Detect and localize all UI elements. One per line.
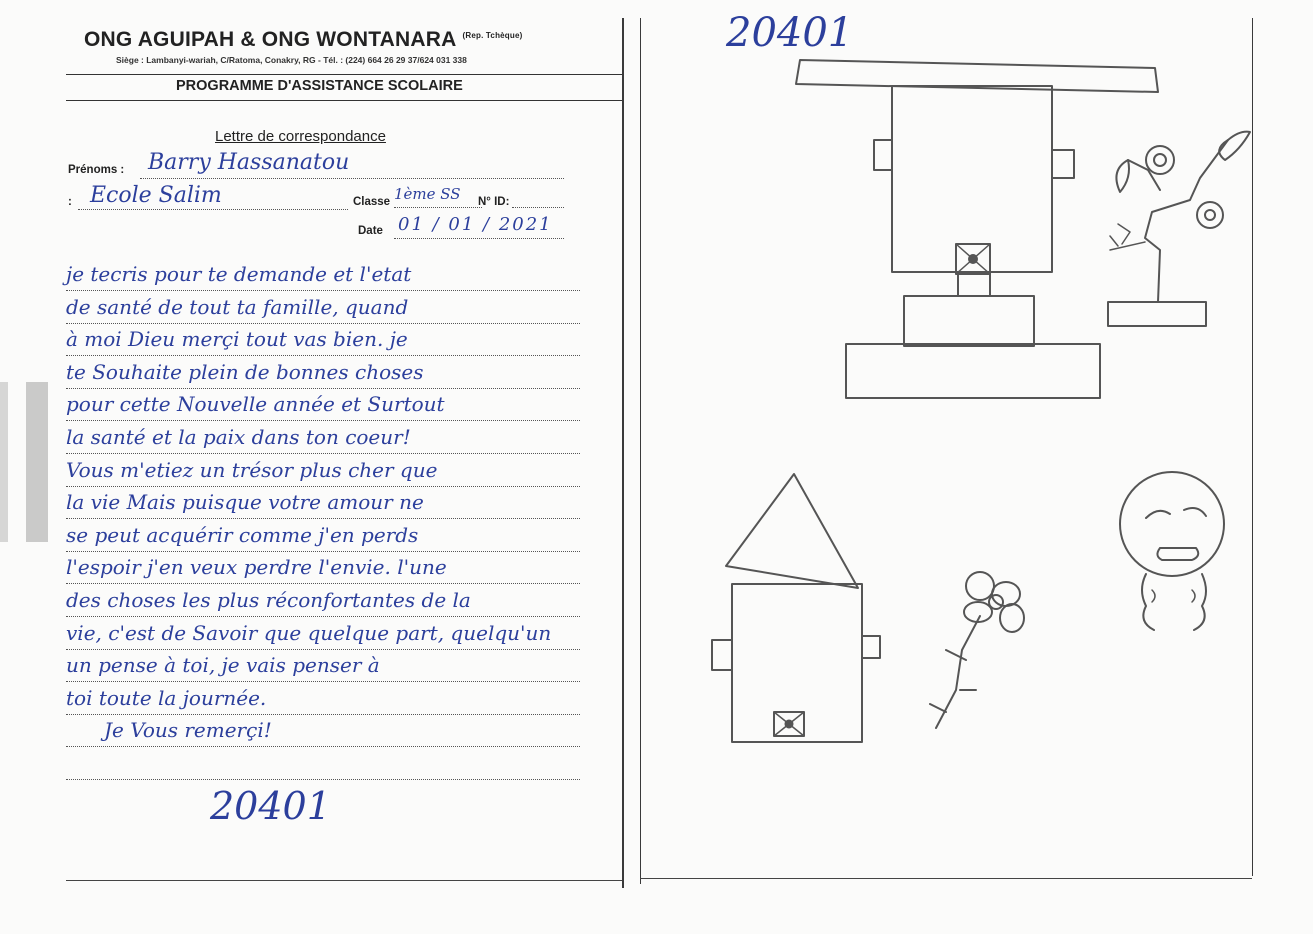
letter-line: je tecris pour te demande et l'etat bbox=[66, 262, 412, 286]
id-label: N° ID: bbox=[478, 196, 510, 208]
program-title: PROGRAMME D'ASSISTANCE SCOLAIRE bbox=[176, 78, 463, 94]
letter-line: un pense à toi, je vais penser à bbox=[66, 653, 380, 678]
letter-line: toi toute la journée. bbox=[66, 685, 267, 710]
organization-address: Siège : Lambanyi-wariah, C/Ratoma, Conakry, RG - Tél. : (224) 664 26 29 37/624 031 338 bbox=[116, 55, 467, 65]
ruled-line bbox=[66, 746, 580, 747]
ruled-line bbox=[66, 714, 580, 715]
ruled-line bbox=[66, 453, 580, 454]
letter-line: Vous m'etiez un trésor plus cher que bbox=[66, 457, 438, 482]
header-rule-top bbox=[66, 74, 622, 75]
ruled-line bbox=[66, 779, 580, 780]
ruled-line bbox=[66, 649, 580, 650]
date-label: Date bbox=[358, 225, 383, 237]
flower-drawing bbox=[930, 572, 1024, 728]
country-tag: (Rep. Tchèque) bbox=[462, 31, 523, 40]
ruled-line bbox=[66, 551, 580, 552]
letter-line: se peut acquérir comme j'en perds bbox=[66, 522, 419, 547]
children-drawings bbox=[640, 0, 1252, 880]
page-bottom-border bbox=[66, 880, 622, 881]
ruled-line bbox=[66, 420, 580, 421]
letter-line: vie, c'est de Savoir que quelque part, quelqu'un bbox=[66, 620, 552, 645]
date-dotted-line bbox=[394, 238, 564, 239]
letter-line: pour cette Nouvelle année et Surtout bbox=[66, 392, 445, 417]
tower-house-drawing bbox=[796, 60, 1158, 398]
prenoms-label: Prénoms : bbox=[68, 164, 125, 176]
classe-value: 1ème SS bbox=[394, 185, 461, 203]
classe-label: Classe bbox=[353, 196, 391, 208]
face-drawing bbox=[1120, 472, 1224, 630]
ruled-line bbox=[66, 486, 580, 487]
letter-line: l'espoir j'en veux perdre l'envie. l'une bbox=[66, 555, 447, 580]
date-value: 01 / 01 / 2021 bbox=[398, 214, 553, 235]
ecole-dotted-line bbox=[78, 209, 348, 210]
prenoms-value: Barry Hassanatou bbox=[148, 150, 350, 175]
ecole-value: Ecole Salim bbox=[90, 183, 222, 208]
page-right-border bbox=[1252, 18, 1253, 876]
ruled-line bbox=[66, 323, 580, 324]
ruled-line bbox=[66, 290, 580, 291]
prenoms-dotted-line bbox=[140, 178, 564, 179]
organization-name: ONG AGUIPAH & ONG WONTANARA $^{(Rep. Tchèque)}$ bbox=[84, 28, 523, 51]
form-title: Lettre de correspondance bbox=[215, 128, 386, 145]
header-rule-bottom bbox=[66, 100, 622, 101]
corner-id: 20401 bbox=[726, 10, 854, 56]
ruled-line bbox=[66, 681, 580, 682]
letter-line: des choses les plus réconfortantes de la bbox=[66, 588, 471, 612]
small-house-drawing bbox=[712, 474, 880, 742]
letter-line: te Souhaite plein de bonnes choses bbox=[66, 359, 424, 384]
letter-line: à moi Dieu merçi tout vas bien. je bbox=[66, 327, 408, 352]
id-dotted-line bbox=[512, 207, 564, 208]
ruled-line bbox=[66, 518, 580, 519]
letter-line: la vie Mais puisque votre amour ne bbox=[66, 490, 424, 515]
page-fold-line bbox=[622, 18, 624, 888]
letter-line: la santé et la paix dans ton coeur! bbox=[66, 425, 411, 449]
potted-flower-drawing bbox=[1108, 132, 1250, 326]
ruled-line bbox=[66, 388, 580, 389]
classe-dotted-line bbox=[394, 207, 482, 208]
signature-id: 20401 bbox=[210, 784, 331, 828]
scan-edge-mark bbox=[0, 382, 52, 542]
letter-line: de santé de tout ta famille, quand bbox=[66, 294, 409, 319]
ruled-line bbox=[66, 355, 580, 356]
ruled-line bbox=[66, 583, 580, 584]
ruled-line bbox=[66, 616, 580, 617]
letter-line: Je Vous remerçi! bbox=[104, 718, 272, 743]
